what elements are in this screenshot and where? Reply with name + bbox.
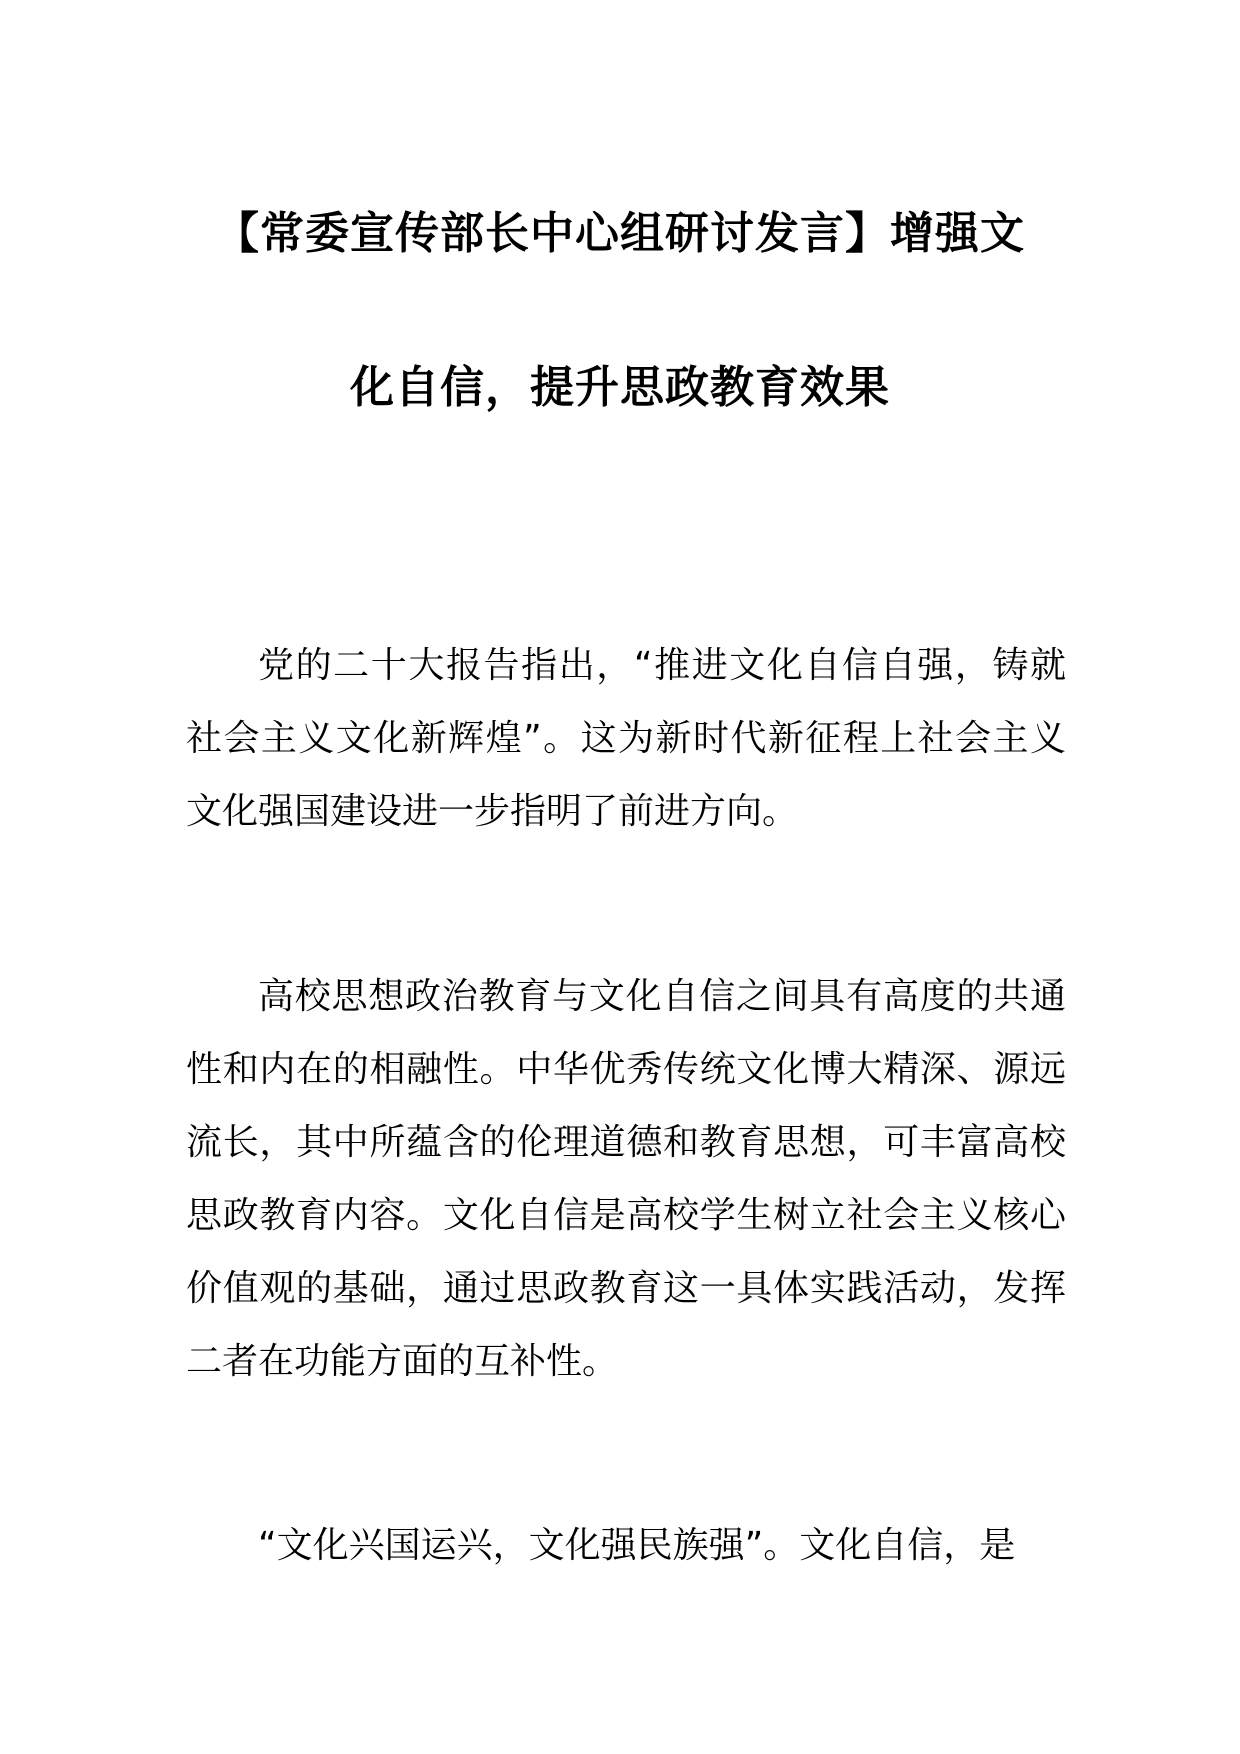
document-title-line-1: 【常委宣传部长中心组研讨发言】增强文 xyxy=(215,208,1025,259)
paragraph-1: 党的二十大报告指出，“推进文化自信自强，铸就社会主义文化新辉煌”。这为新时代新征程上社会主义文化强国建设进一步指明了前进方向。 xyxy=(186,645,1066,832)
document-title-line-2: 化自信，提升思政教育效果 xyxy=(350,362,890,413)
paragraph-3: “文化兴国运兴，文化强民族强”。文化自信，是 xyxy=(258,1525,1016,1566)
paragraph-2: 高校思想政治教育与文化自信之间具有高度的共通性和内在的相融性。中华优秀传统文化博大精深、源远流长，其中所蕴含的伦理道德和教育思想，可丰富高校思政教育内容。文化自信是高校学生树立社会主义核心价值观的基础，通过思政教育这一具体实践活动，发挥二者在功能方面的互补性。 xyxy=(186,976,1066,1382)
